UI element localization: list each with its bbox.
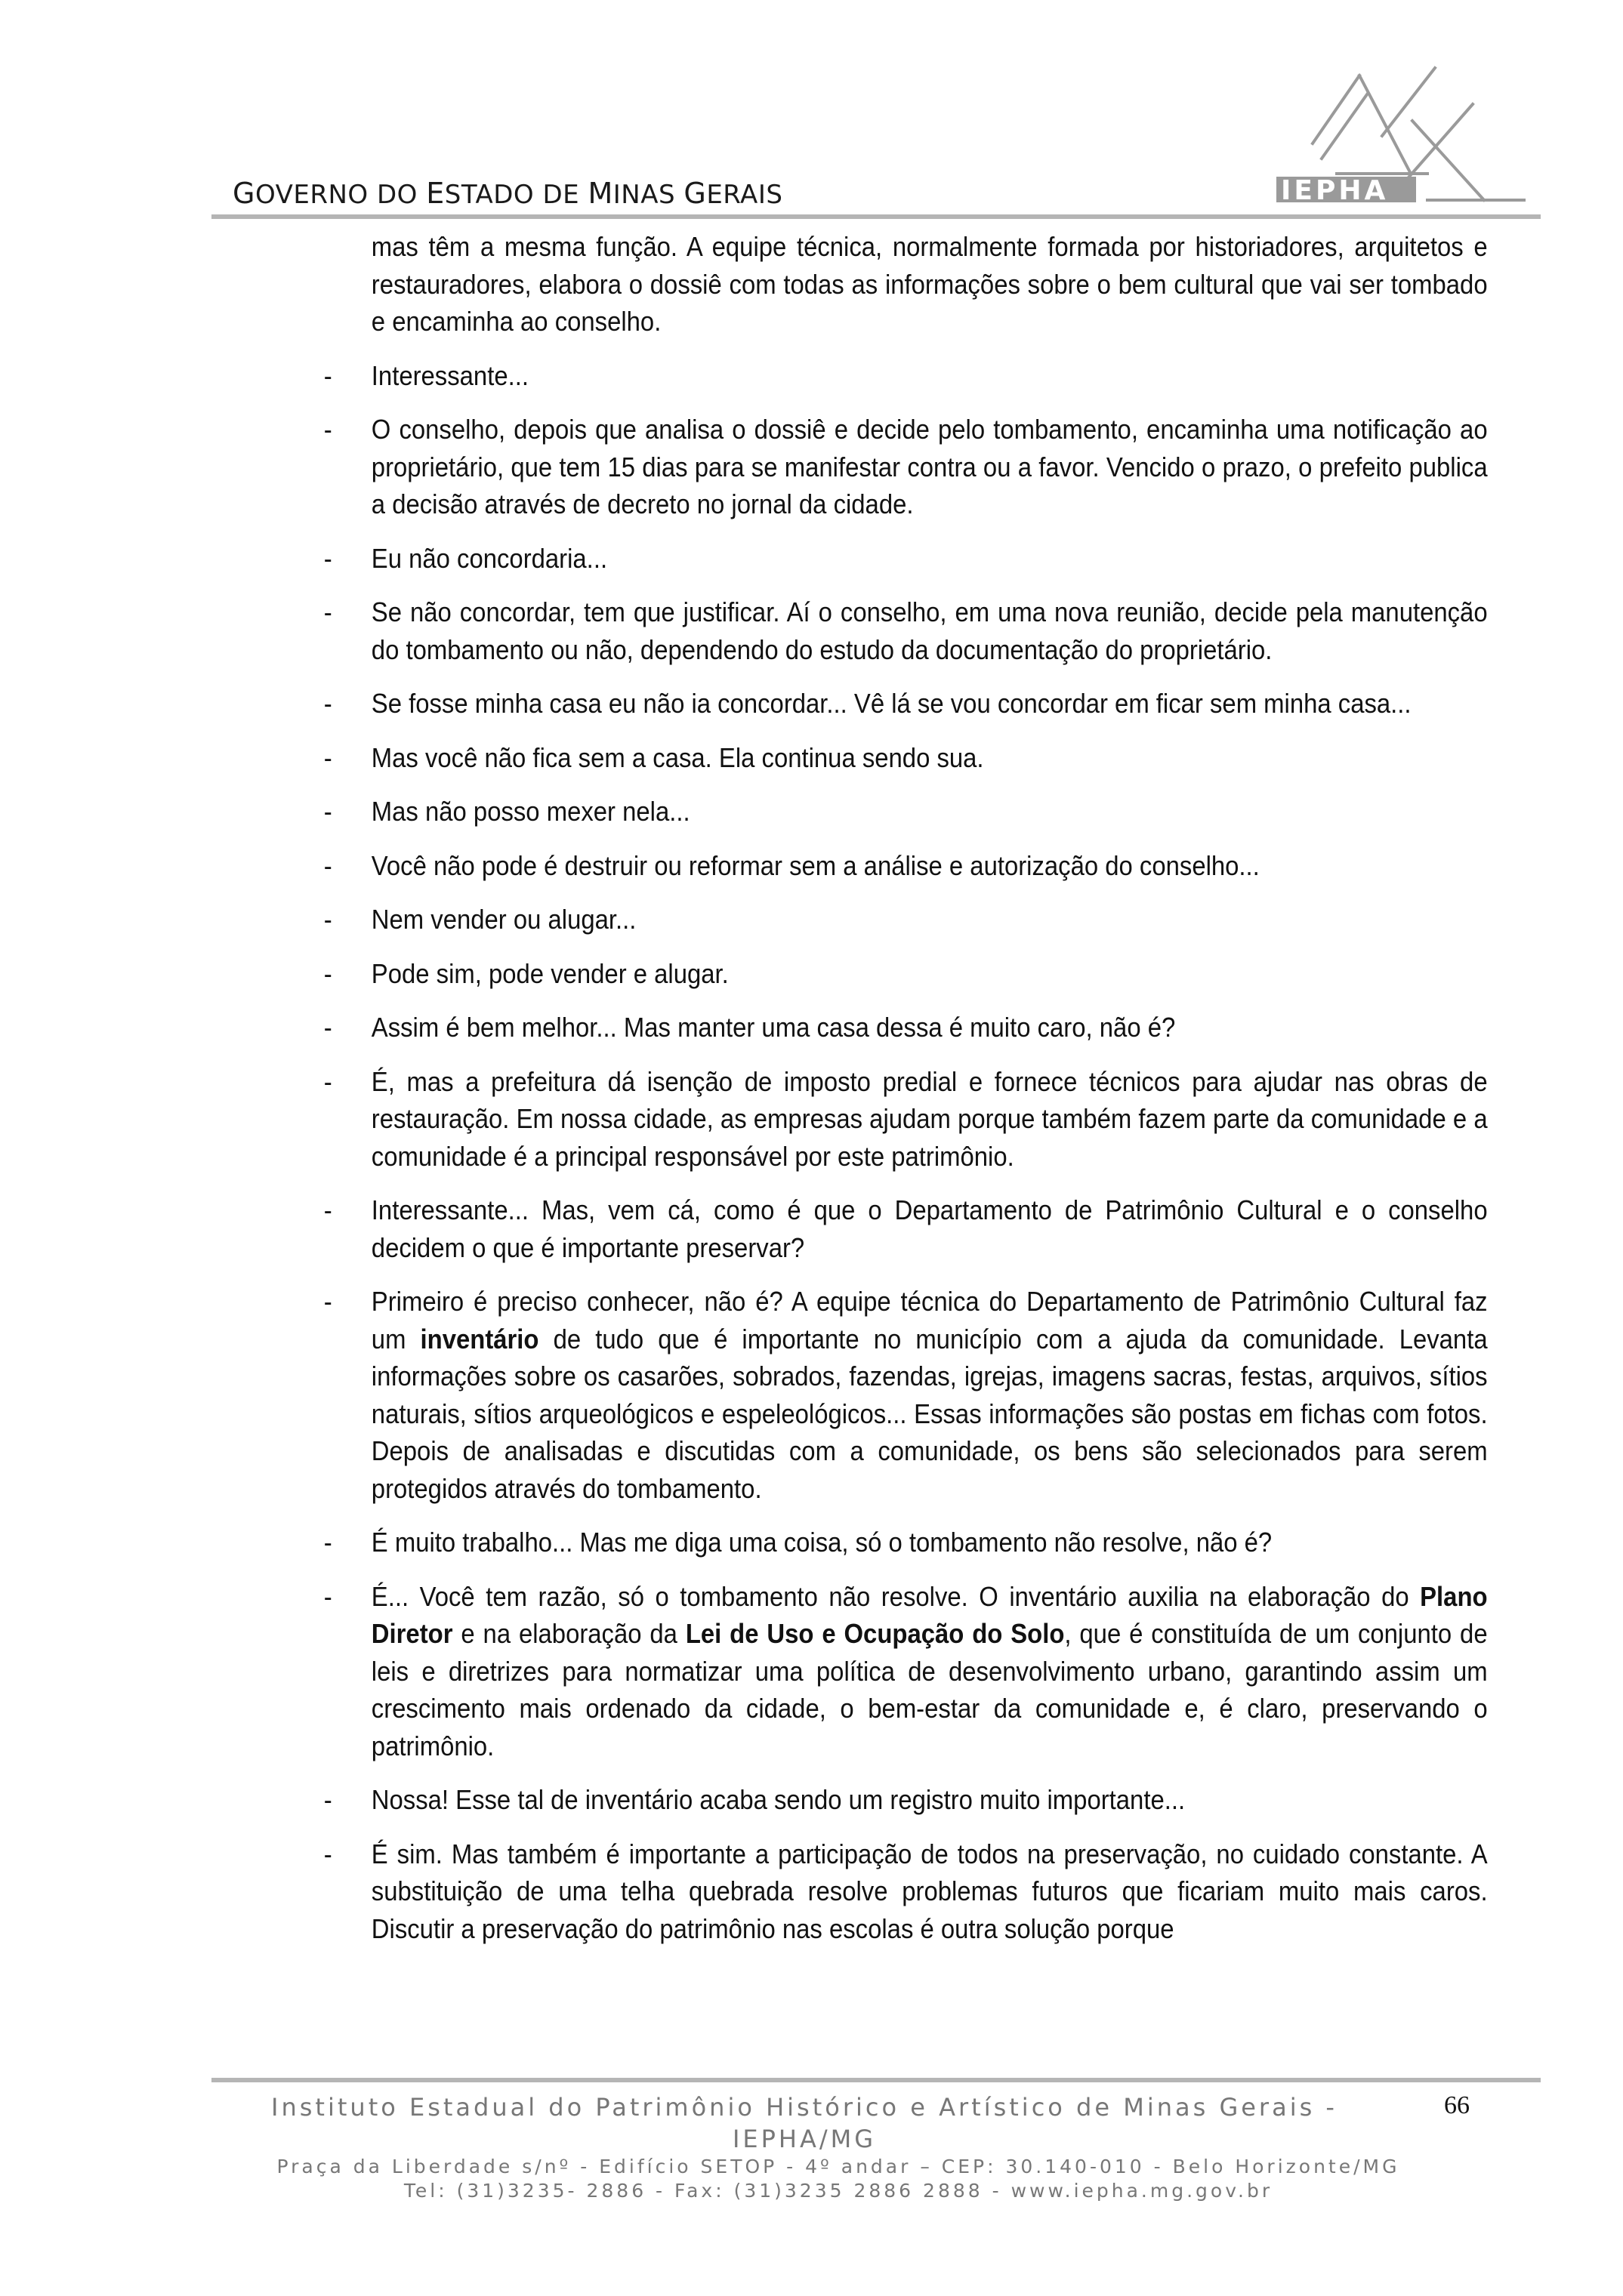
header-title-rest: ERAIS bbox=[706, 180, 783, 210]
bold-term: inventário bbox=[420, 1323, 539, 1354]
dialogue-text: Se fosse minha casa eu não ia concordar... Vê lá se vou concordar em ficar sem minha casa... bbox=[371, 688, 1412, 719]
dialogue-dash: - bbox=[323, 796, 332, 827]
dialogue-dash: - bbox=[323, 904, 332, 935]
dialogue-line bbox=[323, 1063, 1488, 1176]
dialogue-text: Se não concordar, tem que justificar. Aí o conselho, em uma nova reunião, decide pela manutenção do tombamento ou não, dependendo do estudo da documentação do proprietário. bbox=[371, 596, 1488, 665]
dialogue-text: É... Você tem razão, só o tombamento não resolve. O inventário auxilia na elaboração do bbox=[371, 1580, 1421, 1612]
dialogue-line bbox=[323, 1781, 1488, 1819]
footer-institute: Instituto Estadual do Patrimônio Histórico e Artístico de Minas Gerais - IEPHA/MG bbox=[271, 2093, 1338, 2153]
dialogue-dash: - bbox=[323, 596, 332, 627]
header-divider bbox=[211, 214, 1541, 219]
dialogue-text: Primeiro é preciso conhecer, não é? A equipe técnica do Departamento de Patrimônio Cultural faz um bbox=[371, 1286, 1488, 1354]
dialogue-dash: - bbox=[323, 1784, 332, 1815]
dialogue-text: Interessante... bbox=[371, 359, 529, 391]
dialogue-line bbox=[323, 411, 1488, 523]
iepha-logo bbox=[1276, 60, 1526, 211]
header-title-initial: E bbox=[426, 177, 445, 210]
dialogue-line bbox=[323, 955, 1488, 993]
dialogue-dash: - bbox=[323, 849, 332, 881]
dialogue-dash: - bbox=[323, 741, 332, 773]
dialogue-line bbox=[323, 1578, 1488, 1765]
dialogue-text: e na elaboração da bbox=[452, 1618, 686, 1649]
dialogue-text: O conselho, depois que analisa o dossiê e decide pelo tombamento, encaminha uma notificação ao proprietário, que tem 15 dias para se manifestar contra ou a favor. Vencido o prazo, o prefeito publica a decisão através de decreto no jornal da cidade. bbox=[371, 414, 1488, 519]
logo-text: IEPHA bbox=[1281, 175, 1389, 206]
bold-term: Lei de Uso e Ocupação do Solo bbox=[685, 1618, 1065, 1649]
header-title bbox=[233, 177, 782, 210]
dialogue-text: Você não pode é destruir ou reformar sem a análise e autorização do conselho... bbox=[371, 849, 1260, 881]
header-title-rest: STADO DE bbox=[444, 180, 588, 210]
footer-divider bbox=[211, 2078, 1541, 2082]
footer-address: Praça da Liberdade s/nº - Edifício SETOP - 4º andar – CEP: 30.140-010 - Belo Horizonte/MG bbox=[276, 2156, 1400, 2177]
dialogue-line bbox=[323, 1009, 1488, 1046]
dialogue-text: Eu não concordaria... bbox=[371, 542, 608, 574]
dialogue-dash: - bbox=[323, 957, 332, 989]
dialogue-dash: - bbox=[323, 1527, 332, 1558]
dialogue-line bbox=[323, 901, 1488, 938]
dialogue-text: Interessante... Mas, vem cá, como é que o Departamento de Patrimônio Cultural e o conselho decidem o que é importante preservar? bbox=[371, 1194, 1488, 1263]
dialogue-dash: - bbox=[323, 1065, 332, 1097]
bold-term: Plano Diretor bbox=[371, 1580, 1488, 1649]
page-footer bbox=[227, 2091, 1450, 2203]
header-title-rest: OVERNO DO bbox=[255, 180, 427, 210]
dialogue-line bbox=[323, 1524, 1488, 1561]
dialogue-text: Mas não posso mexer nela... bbox=[371, 796, 690, 827]
dialogue-line bbox=[323, 739, 1488, 777]
dialogue-line bbox=[323, 847, 1488, 885]
dialogue-text: Nem vender ou alugar... bbox=[371, 904, 637, 935]
dialogue-dash: - bbox=[323, 1012, 332, 1043]
dialogue-text: , que é constituída de um conjunto de leis e diretrizes para normatizar uma política de desenvolvimento urbano, garantindo assim um crescimento mais ordenado da cidade, o bem-estar da comunidade e, é claro, preservando o patrimônio. bbox=[371, 1618, 1488, 1761]
dialogue-line bbox=[323, 1835, 1488, 1948]
dialogue-text: É muito trabalho... Mas me diga uma coisa, só o tombamento não resolve, não é? bbox=[371, 1527, 1273, 1558]
dialogue-dash: - bbox=[323, 1194, 332, 1225]
dialogue-dash: - bbox=[323, 414, 332, 445]
dialogue-dash: - bbox=[323, 1838, 332, 1869]
dialogue-text: É, mas a prefeitura dá isenção de imposto predial e fornece técnicos para ajudar nas obras de restauração. Em nossa cidade, as empresas ajudam porque também fazem parte da comunidade e a comunidade é a principal responsável por este patrimônio. bbox=[371, 1065, 1488, 1172]
dialogue-line bbox=[323, 685, 1488, 723]
dialogue-text: Assim é bem melhor... Mas manter uma casa dessa é muito caro, não é? bbox=[371, 1012, 1176, 1043]
document-body bbox=[323, 228, 1488, 1964]
dialogue-line bbox=[323, 1283, 1488, 1507]
dialogue-text: Pode sim, pode vender e alugar. bbox=[371, 957, 729, 989]
continuation-paragraph: mas têm a mesma função. A equipe técnica, normalmente formada por historiadores, arquitetos e restauradores, elabora o dossiê com todas as informações sobre o bem cultural que vai ser tombado e encaminha ao conselho. bbox=[371, 231, 1488, 337]
dialogue-text: Mas você não fica sem a casa. Ela continua sendo sua. bbox=[371, 741, 984, 773]
dialogue-line bbox=[323, 593, 1488, 668]
dialogue-text: É sim. Mas também é importante a participação de todos na preservação, no cuidado constante. A substituição de uma telha quebrada resolve problemas futuros que ficariam muito mais caros. Discutir a preservação do patrimônio nas escolas é outra solução porque bbox=[371, 1838, 1488, 1944]
dialogue-text: Nossa! Esse tal de inventário acaba sendo um registro muito importante... bbox=[371, 1784, 1186, 1815]
dialogue-line bbox=[323, 1191, 1488, 1266]
header-title-rest: INAS bbox=[612, 180, 684, 210]
header-title-initial: G bbox=[233, 177, 255, 210]
dialogue-line bbox=[323, 540, 1488, 578]
dialogue-dash: - bbox=[323, 688, 332, 719]
header-title-initial: G bbox=[683, 177, 707, 210]
dialogue-line bbox=[323, 793, 1488, 831]
dialogue-line bbox=[323, 357, 1488, 395]
dialogue-dash: - bbox=[323, 1580, 332, 1612]
footer-contact: Tel: (31)3235- 2886 - Fax: (31)3235 2886 2888 - www.iepha.mg.gov.br bbox=[403, 2180, 1273, 2202]
header-title-initial: M bbox=[588, 177, 613, 210]
dialogue-dash: - bbox=[323, 542, 332, 574]
dialogue-dash: - bbox=[323, 1286, 332, 1317]
page-number: 66 bbox=[1444, 2091, 1470, 2119]
dialogue-text: de tudo que é importante no município com a ajuda da comunidade. Levanta informações sobre os casarões, sobrados, fazendas, igrejas, imagens sacras, festas, arquivos, sítios naturais, sítios arqueológicos e espeleológicos... Essas informações são postas em fichas com fotos. Depois de analisadas e discutidas com a comunidade, os bens são selecionados para serem protegidos através do tombamento. bbox=[371, 1323, 1488, 1504]
dialogue-dash: - bbox=[323, 359, 332, 391]
